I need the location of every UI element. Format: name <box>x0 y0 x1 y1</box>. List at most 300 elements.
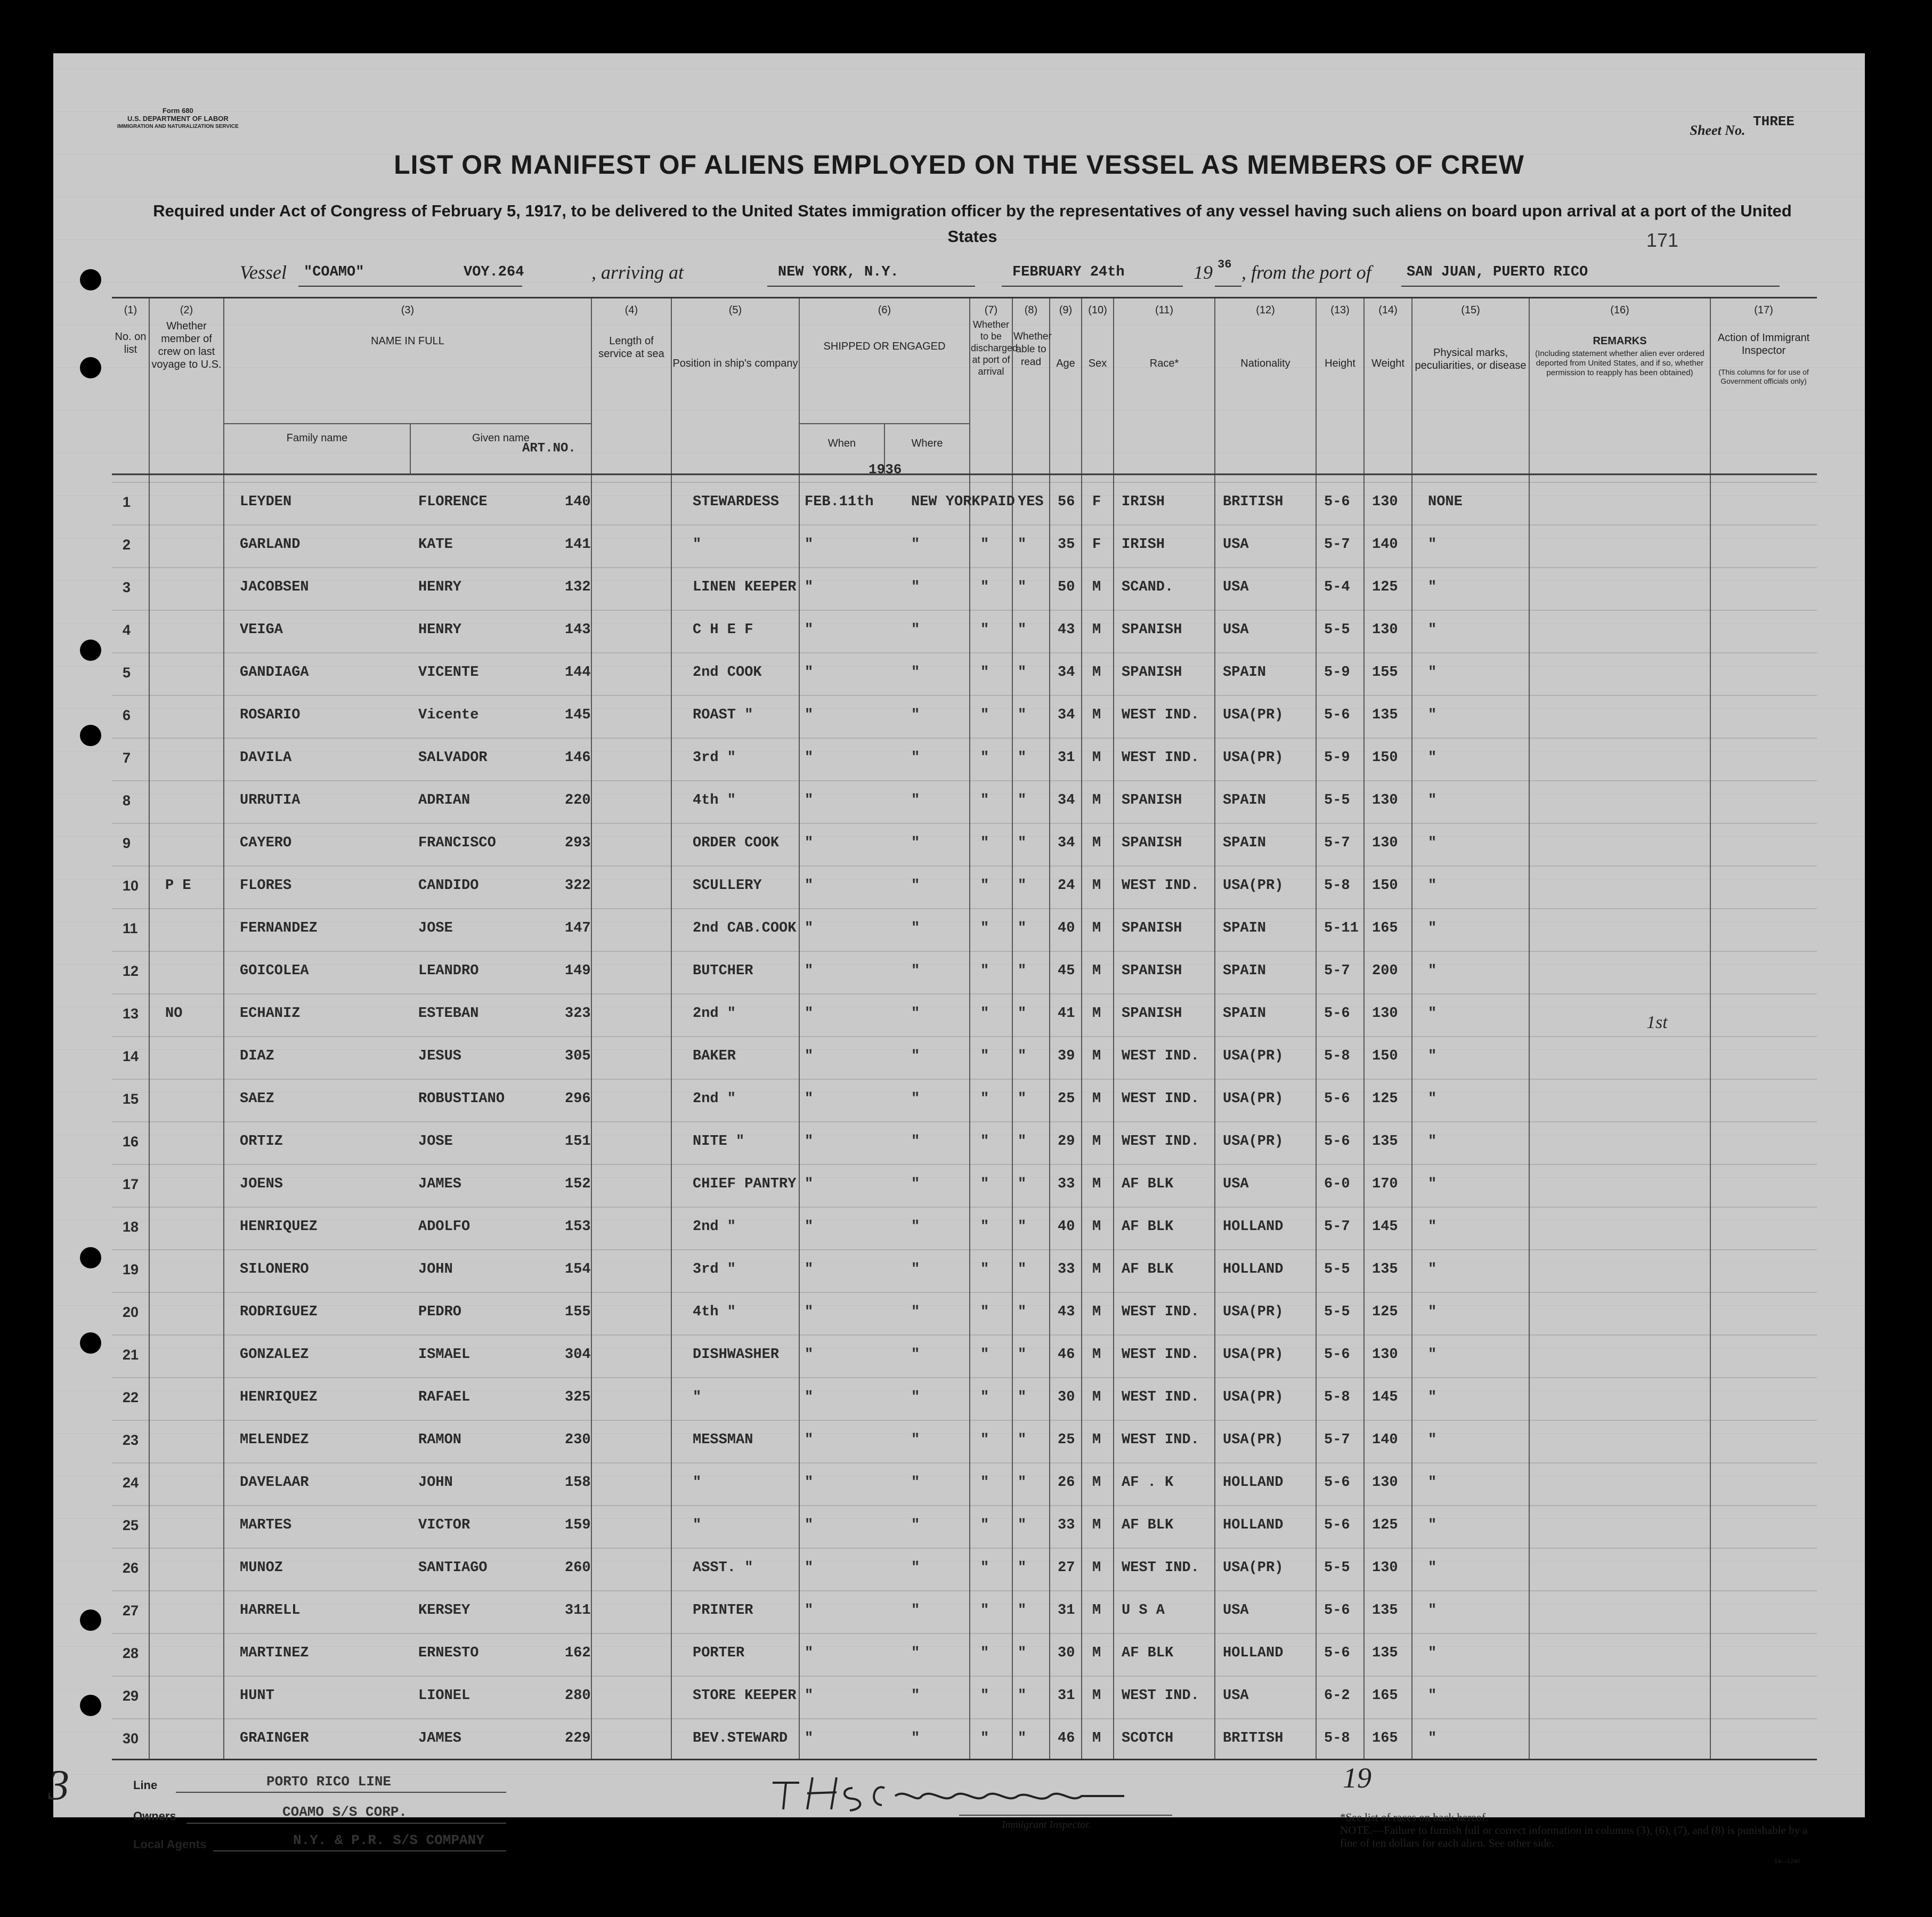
table-row <box>112 1304 1817 1325</box>
able-to-read: " <box>1018 1688 1027 1704</box>
discharged: " <box>980 1304 989 1320</box>
position: 2nd " <box>693 1006 736 1022</box>
sheet-label: Sheet No. <box>1690 123 1746 138</box>
col-head-discharged: Whether to be discharged at port of arrival <box>971 319 1018 377</box>
weight: 170 <box>1372 1176 1398 1192</box>
weight: 140 <box>1372 537 1398 553</box>
agents-value: N.Y. & P.R. S/S COMPANY <box>293 1832 484 1848</box>
row-number: 4 <box>123 622 131 638</box>
family-name: JOENS <box>240 1176 283 1192</box>
col-num-3: (3) <box>401 304 415 316</box>
table-row <box>112 920 1817 942</box>
given-name: LEANDRO <box>418 963 479 979</box>
race: SPANISH <box>1122 665 1182 681</box>
nationality: USA(PR) <box>1223 1432 1284 1448</box>
row-number: 23 <box>123 1432 139 1448</box>
row-number: 6 <box>123 707 131 723</box>
shipped-where: " <box>911 1432 920 1448</box>
table-row <box>112 792 1817 814</box>
discharged: " <box>980 1347 989 1363</box>
nationality: HOLLAND <box>1223 1261 1284 1277</box>
row-number: 19 <box>123 1261 139 1277</box>
weight: 130 <box>1372 1475 1398 1491</box>
physical-marks: " <box>1428 1261 1437 1277</box>
height: 5-8 <box>1324 878 1350 894</box>
table-row <box>112 1176 1817 1198</box>
table-row <box>112 707 1817 729</box>
physical-marks: " <box>1428 1560 1437 1576</box>
shipped-when: " <box>805 1134 814 1150</box>
sex: M <box>1092 1347 1101 1363</box>
physical-marks: " <box>1428 1603 1437 1619</box>
nationality: USA(PR) <box>1223 1347 1284 1363</box>
shipped-when: " <box>805 1432 814 1448</box>
height: 6-0 <box>1324 1176 1350 1192</box>
family-name: LEYDEN <box>240 494 292 510</box>
shipped-where: " <box>911 1688 920 1704</box>
col-head-last-voyage: Whether member of crew on last voyage to U.S. <box>151 320 222 370</box>
sheet-number <box>1690 114 1795 139</box>
given-name: RAFAEL <box>418 1389 470 1405</box>
weight: 150 <box>1372 878 1398 894</box>
shipped-when: " <box>805 1389 814 1405</box>
family-name: DAVELAAR <box>240 1475 309 1491</box>
shipped-when: " <box>805 707 814 723</box>
nationality: USA <box>1223 579 1249 595</box>
table-row <box>112 579 1817 601</box>
given-name: JESUS <box>418 1048 462 1064</box>
agents-label: Local Agents <box>133 1838 207 1851</box>
art-number: 220 <box>565 792 591 808</box>
crew-table <box>112 297 1817 1760</box>
art-number: 305 <box>565 1048 591 1064</box>
age: 31 <box>1058 1688 1075 1704</box>
col-num-15: (15) <box>1461 304 1480 316</box>
col-head-given-name: Given name <box>472 432 530 444</box>
nationality: USA(PR) <box>1223 1560 1284 1576</box>
family-name: ORTIZ <box>240 1134 283 1150</box>
height: 5-5 <box>1324 1304 1350 1320</box>
row-number: 11 <box>123 920 138 936</box>
art-number: 280 <box>565 1688 591 1704</box>
col-head-when: When <box>827 438 856 449</box>
shipped-where: " <box>911 835 920 851</box>
art-number: 323 <box>565 1006 591 1022</box>
age: 46 <box>1058 1347 1075 1363</box>
shipped-where: " <box>911 579 920 595</box>
discharged: " <box>980 1048 989 1064</box>
height: 5-6 <box>1324 1603 1350 1619</box>
col-head-physical-marks: Physical marks, peculiarities, or disease <box>1415 347 1527 371</box>
col-head-read: Whether able to read <box>1013 331 1052 368</box>
given-name: VICENTE <box>418 665 479 681</box>
age: 43 <box>1058 1304 1075 1320</box>
shipped-where: " <box>911 1730 920 1746</box>
position: " <box>693 1475 702 1491</box>
position: CHIEF PANTRY <box>693 1176 797 1192</box>
nationality: SPAIN <box>1223 963 1267 979</box>
age: 34 <box>1058 665 1075 681</box>
row-number: 14 <box>123 1048 139 1064</box>
shipped-when: " <box>805 1006 814 1022</box>
age: 30 <box>1058 1645 1075 1661</box>
shipped-where: " <box>911 1603 920 1619</box>
discharged: " <box>980 1645 989 1661</box>
shipped-where: " <box>911 1560 920 1576</box>
arrival-date: FEBRUARY 24th <box>1012 264 1125 280</box>
table-row <box>112 1432 1817 1453</box>
family-name: GANDIAGA <box>240 665 309 681</box>
col-head-sex: Sex <box>1088 358 1107 369</box>
family-name: SILONERO <box>240 1261 309 1277</box>
able-to-read: " <box>1018 1219 1027 1235</box>
sheet-value: THREE <box>1752 114 1795 130</box>
given-name: Vicente <box>418 707 479 723</box>
weight: 130 <box>1372 1006 1398 1022</box>
position: SCULLERY <box>693 878 762 894</box>
given-name: KERSEY <box>418 1603 470 1619</box>
height: 5-6 <box>1324 1347 1350 1363</box>
shipped-when: " <box>805 1517 814 1533</box>
given-name: HENRY <box>418 622 462 638</box>
physical-marks: " <box>1428 1134 1437 1150</box>
family-name: RODRIGUEZ <box>240 1304 318 1320</box>
height: 5-8 <box>1324 1389 1350 1405</box>
shipped-when: " <box>805 1048 814 1064</box>
family-name: MUNOZ <box>240 1560 283 1576</box>
shipped-when: " <box>805 1176 814 1192</box>
col-head-remarks-note: (Including statement whether alien ever ordered deported from United States, and if so, whether permission to reapply has been obtained) <box>1535 349 1704 377</box>
weight: 135 <box>1372 1603 1398 1619</box>
physical-marks: " <box>1428 1219 1437 1235</box>
nationality: USA(PR) <box>1223 1134 1284 1150</box>
discharged: " <box>980 792 989 808</box>
given-name: VICTOR <box>418 1517 470 1533</box>
able-to-read: " <box>1018 792 1027 808</box>
col-num-11: (11) <box>1155 304 1174 316</box>
art-number: 229 <box>565 1730 591 1746</box>
discharged: " <box>980 920 989 936</box>
position: 3rd " <box>693 750 736 766</box>
able-to-read: " <box>1018 579 1027 595</box>
height: 5-6 <box>1324 1091 1350 1107</box>
physical-marks: " <box>1428 707 1437 723</box>
shipped-where: " <box>911 792 920 808</box>
table-row <box>112 1645 1817 1667</box>
nationality: USA <box>1223 1176 1249 1192</box>
family-name: GONZALEZ <box>240 1347 309 1363</box>
family-name: ROSARIO <box>240 707 301 723</box>
col-num-12: (12) <box>1256 304 1275 316</box>
shipped-where: " <box>911 1261 920 1277</box>
family-name: HENRIQUEZ <box>240 1389 318 1405</box>
able-to-read: YES <box>1018 494 1044 510</box>
art-number: 132 <box>565 579 591 595</box>
position: 2nd CAB.COOK <box>693 920 797 936</box>
age: 35 <box>1058 537 1075 553</box>
nationality: HOLLAND <box>1223 1219 1284 1235</box>
physical-marks: " <box>1428 1389 1437 1405</box>
sex: M <box>1092 1730 1101 1746</box>
year-suffix: 36 <box>1217 258 1232 271</box>
arriving-label: , arriving at <box>591 262 684 283</box>
row-number: 22 <box>123 1389 139 1405</box>
position: " <box>693 537 702 553</box>
table-row <box>112 622 1817 643</box>
height: 5-8 <box>1324 1048 1350 1064</box>
weight: 135 <box>1372 1261 1398 1277</box>
shipped-where: " <box>911 1347 920 1363</box>
weight: 140 <box>1372 1432 1398 1448</box>
sex: M <box>1092 1176 1101 1192</box>
discharged: " <box>980 1134 989 1150</box>
able-to-read: " <box>1018 1176 1027 1192</box>
form-number: Form 680 <box>162 107 193 115</box>
age: 43 <box>1058 622 1075 638</box>
physical-marks: " <box>1428 1688 1437 1704</box>
art-number: 159 <box>565 1517 591 1533</box>
form-department: U.S. DEPARTMENT OF LABOR <box>127 115 229 123</box>
height: 5-7 <box>1324 835 1350 851</box>
position: 4th " <box>693 1304 736 1320</box>
family-name: FLORES <box>240 878 292 894</box>
weight: 130 <box>1372 1347 1398 1363</box>
height: 5-6 <box>1324 707 1350 723</box>
art-number: 146 <box>565 750 591 766</box>
height: 5-5 <box>1324 1261 1350 1277</box>
from-port: SAN JUAN, PUERTO RICO <box>1407 264 1588 280</box>
given-name: SALVADOR <box>418 750 488 766</box>
shipped-when: FEB.11th <box>805 494 874 510</box>
able-to-read: " <box>1018 1261 1027 1277</box>
sex: M <box>1092 1134 1101 1150</box>
col-head-height: Height <box>1325 358 1355 369</box>
race: SPANISH <box>1122 920 1182 936</box>
nationality: SPAIN <box>1223 792 1267 808</box>
sex: M <box>1092 1389 1101 1405</box>
nationality: USA(PR) <box>1223 878 1284 894</box>
height: 5-9 <box>1324 665 1350 681</box>
col-head-where: Where <box>911 438 943 449</box>
age: 25 <box>1058 1432 1075 1448</box>
row-number: 21 <box>123 1347 139 1363</box>
able-to-read: " <box>1018 750 1027 766</box>
family-name: HUNT <box>240 1688 274 1704</box>
position: DISHWASHER <box>693 1347 780 1363</box>
age: 40 <box>1058 1219 1075 1235</box>
discharged: " <box>980 878 989 894</box>
from-label: , from the port of <box>1241 262 1371 283</box>
col-head-name-in-full: NAME IN FULL <box>371 335 444 347</box>
form-service: IMMIGRATION AND NATURALIZATION SERVICE <box>117 124 239 130</box>
physical-marks: " <box>1428 665 1437 681</box>
given-name: ADOLFO <box>418 1219 470 1235</box>
discharged: " <box>980 963 989 979</box>
art-number: 152 <box>565 1176 591 1192</box>
family-name: GRAINGER <box>240 1730 309 1746</box>
position: PORTER <box>693 1645 745 1661</box>
discharged: " <box>980 835 989 851</box>
col-num-13: (13) <box>1330 304 1350 316</box>
row-number: 25 <box>123 1517 139 1533</box>
nationality: USA(PR) <box>1223 1048 1284 1064</box>
form-header <box>117 107 239 131</box>
vessel-line <box>240 258 1785 288</box>
count-mark: 19 <box>1343 1762 1371 1794</box>
sex: M <box>1092 707 1101 723</box>
col-num-14: (14) <box>1378 304 1398 316</box>
given-name: ROBUSTIANO <box>418 1091 505 1107</box>
position: PRINTER <box>693 1603 753 1619</box>
race: U S A <box>1122 1603 1165 1619</box>
discharged: " <box>980 1261 989 1277</box>
family-name: JACOBSEN <box>240 579 309 595</box>
art-number: 151 <box>565 1134 591 1150</box>
sex: M <box>1092 963 1101 979</box>
shipped-where: " <box>911 878 920 894</box>
race: AF . K <box>1122 1475 1174 1491</box>
given-name: CANDIDO <box>418 878 479 894</box>
age: 31 <box>1058 1603 1075 1619</box>
discharged: " <box>980 1091 989 1107</box>
race: WEST IND. <box>1122 1432 1199 1448</box>
sex: M <box>1092 1517 1101 1533</box>
race: WEST IND. <box>1122 1560 1199 1576</box>
race: SPANISH <box>1122 963 1182 979</box>
physical-marks: " <box>1428 1304 1437 1320</box>
race: WEST IND. <box>1122 1091 1199 1107</box>
age: 30 <box>1058 1389 1075 1405</box>
table-row <box>112 878 1817 899</box>
position: ASST. " <box>693 1560 753 1576</box>
row-number: 16 <box>123 1134 139 1150</box>
age: 26 <box>1058 1475 1075 1491</box>
art-number: 154 <box>565 1261 591 1277</box>
sex: M <box>1092 1432 1101 1448</box>
shipped-when: " <box>805 537 814 553</box>
sex: M <box>1092 1219 1101 1235</box>
weight: 130 <box>1372 494 1398 510</box>
weight: 150 <box>1372 1048 1398 1064</box>
shipped-where: " <box>911 920 920 936</box>
shipped-when: " <box>805 750 814 766</box>
last-voyage-value: NO <box>165 1006 183 1022</box>
discharged: " <box>980 1688 989 1704</box>
race: AF BLK <box>1122 1645 1174 1661</box>
col-num-8: (8) <box>1024 304 1038 316</box>
shipped-when: " <box>805 1603 814 1619</box>
nationality: SPAIN <box>1223 665 1267 681</box>
race: WEST IND. <box>1122 1347 1199 1363</box>
table-row <box>112 1219 1817 1240</box>
family-name: CAYERO <box>240 835 292 851</box>
able-to-read: " <box>1018 1432 1027 1448</box>
able-to-read: " <box>1018 920 1027 936</box>
sex: M <box>1092 579 1101 595</box>
table-row <box>112 1261 1817 1283</box>
punch-hole <box>80 1247 101 1268</box>
position: C H E F <box>693 622 753 638</box>
last-voyage-value: P E <box>165 878 191 894</box>
art-number: 293 <box>565 835 591 851</box>
able-to-read: " <box>1018 1645 1027 1661</box>
sex: M <box>1092 1091 1101 1107</box>
given-name: SANTIAGO <box>418 1560 488 1576</box>
shipped-where: NEW YORK <box>911 494 980 510</box>
weight: 200 <box>1372 963 1398 979</box>
nationality: HOLLAND <box>1223 1517 1284 1533</box>
table-row <box>112 1688 1817 1709</box>
family-name: DAVILA <box>240 750 292 766</box>
able-to-read: " <box>1018 835 1027 851</box>
given-name: ERNESTO <box>418 1645 479 1661</box>
physical-marks: " <box>1428 1475 1437 1491</box>
nationality: USA(PR) <box>1223 1304 1284 1320</box>
age: 39 <box>1058 1048 1075 1064</box>
year-note: 1936 <box>868 462 902 478</box>
race: SCOTCH <box>1122 1730 1174 1746</box>
art-number: 144 <box>565 665 591 681</box>
weight: 130 <box>1372 792 1398 808</box>
position: STORE KEEPER <box>693 1688 797 1704</box>
physical-marks: " <box>1428 537 1437 553</box>
art-number: 141 <box>565 537 591 553</box>
race: WEST IND. <box>1122 750 1199 766</box>
margin-mark: 3 <box>48 1762 69 1809</box>
table-row <box>112 1091 1817 1112</box>
row-number: 20 <box>123 1304 139 1320</box>
discharged: " <box>980 1475 989 1491</box>
art-number: 158 <box>565 1475 591 1491</box>
age: 46 <box>1058 1730 1075 1746</box>
physical-marks: " <box>1428 622 1437 638</box>
family-name: SAEZ <box>240 1091 274 1107</box>
table-row <box>112 750 1817 771</box>
form-code: 14—1240 <box>1774 1857 1800 1865</box>
table-row <box>112 1560 1817 1581</box>
weight: 130 <box>1372 1560 1398 1576</box>
given-name: LIONEL <box>418 1688 470 1704</box>
art-number: 296 <box>565 1091 591 1107</box>
weight: 135 <box>1372 707 1398 723</box>
discharged: " <box>980 1517 989 1533</box>
given-name: KATE <box>418 537 453 553</box>
shipped-where: " <box>911 1134 920 1150</box>
discharged: PAID <box>980 494 1015 510</box>
weight: 125 <box>1372 1517 1398 1533</box>
physical-marks: " <box>1428 1176 1437 1192</box>
nationality: HOLLAND <box>1223 1645 1284 1661</box>
physical-marks: " <box>1428 878 1437 894</box>
race: WEST IND. <box>1122 878 1199 894</box>
shipped-where: " <box>911 665 920 681</box>
family-name: VEIGA <box>240 622 283 638</box>
weight: 165 <box>1372 1688 1398 1704</box>
able-to-read: " <box>1018 1730 1027 1746</box>
given-name: RAMON <box>418 1432 462 1448</box>
sex: M <box>1092 1006 1101 1022</box>
given-name: JOSE <box>418 1134 453 1150</box>
position: 2nd " <box>693 1219 736 1235</box>
shipped-when: " <box>805 920 814 936</box>
discharged: " <box>980 579 989 595</box>
given-name: PEDRO <box>418 1304 462 1320</box>
position: ROAST " <box>693 707 753 723</box>
weight: 165 <box>1372 1730 1398 1746</box>
given-name: JAMES <box>418 1176 462 1192</box>
height: 5-6 <box>1324 494 1350 510</box>
shipped-when: " <box>805 1645 814 1661</box>
